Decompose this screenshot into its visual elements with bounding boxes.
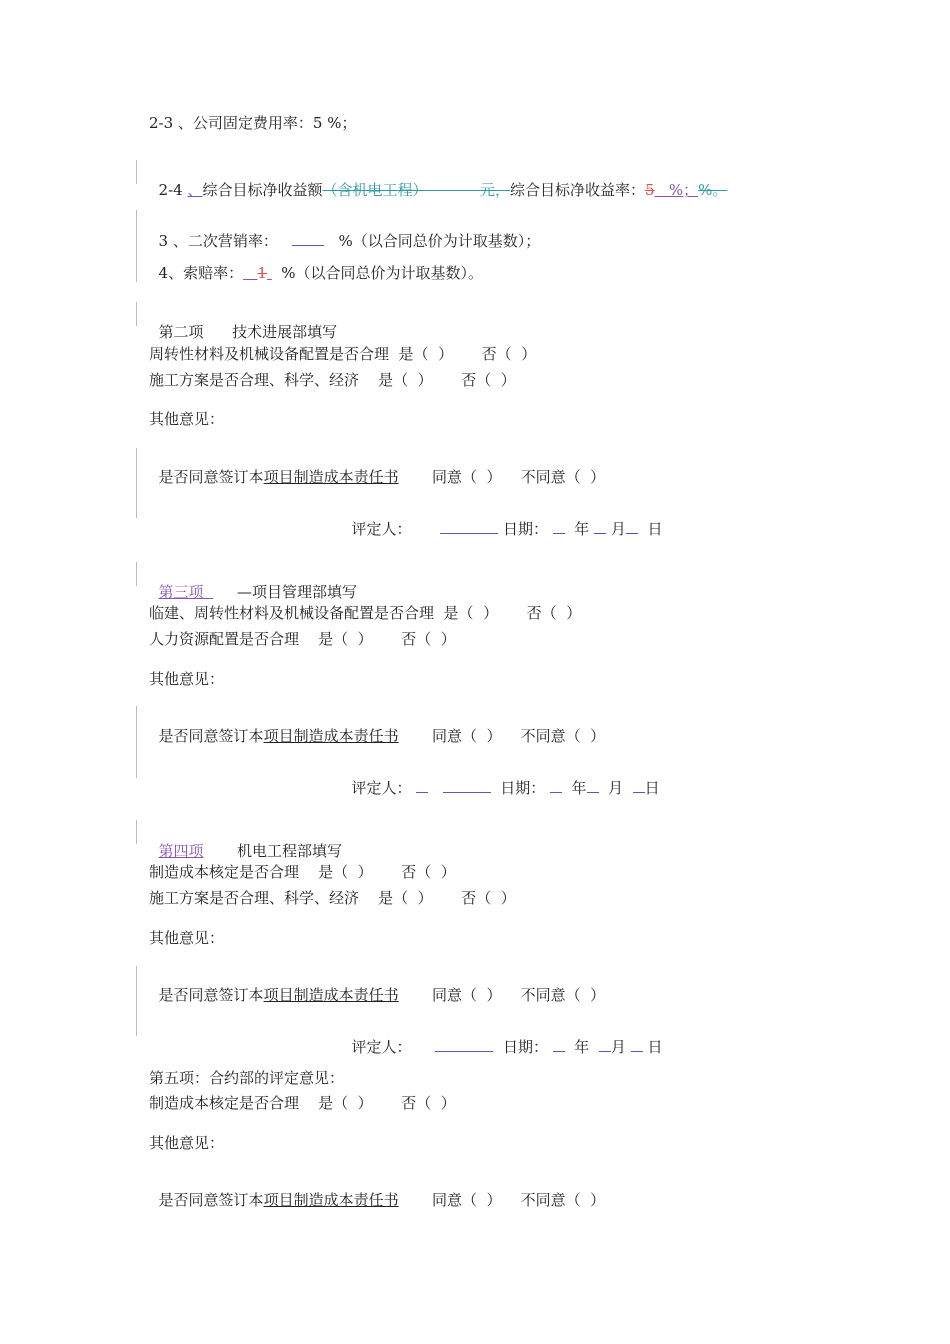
- change-bar: [136, 562, 137, 586]
- agree-line: [149, 450, 605, 486]
- agree-prefix: 是否同意签订本: [158, 1191, 264, 1209]
- question-2: 人力资源配置是否合理 是（ ） 否（ ）: [149, 630, 456, 648]
- day-label: 日: [647, 520, 663, 538]
- section-title: 第二项: [158, 323, 204, 341]
- year-label: 年: [574, 520, 590, 538]
- other-opinions: 其他意见：: [149, 410, 225, 428]
- net-income-rate-label: 综合目标净收益率：: [510, 181, 646, 199]
- date-blank[interactable]: [587, 778, 599, 793]
- agree-options: 同意（ ） 不同意（ ）: [431, 986, 606, 1004]
- rater-line: [342, 760, 660, 797]
- other-opinions: 其他意见：: [149, 1134, 225, 1152]
- question-1: 临建、周转性材料及机械设备配置是否合理 是（ ） 否（ ）: [149, 604, 582, 622]
- deleted-text: （含机电工程）: [322, 181, 428, 199]
- deleted-percent: %。: [698, 181, 728, 199]
- agree-prefix: 是否同意签订本: [158, 986, 264, 1004]
- section-dept: 机电工程部填写: [236, 842, 342, 860]
- deleted-value: 1: [257, 264, 267, 282]
- date-blank[interactable]: [626, 519, 638, 534]
- section-title: 第四项: [158, 842, 204, 860]
- agree-line: [149, 1173, 605, 1209]
- question-1: 周转性材料及机械设备配置是否合理 是（ ） 否（ ）: [149, 345, 537, 363]
- other-opinions: 其他意见：: [149, 929, 225, 947]
- deleted-yuan: 元，: [479, 181, 510, 199]
- agree-prefix: 是否同意签订本: [158, 468, 264, 486]
- change-bar: [136, 302, 137, 326]
- responsibility-doc-link[interactable]: 项目制造成本责任书: [263, 986, 399, 1004]
- deleted-value: 5: [645, 181, 655, 199]
- year-label: 年: [571, 779, 587, 797]
- rater-field[interactable]: [443, 778, 491, 793]
- rater-field[interactable]: [435, 1037, 493, 1052]
- rater-line: [342, 1019, 662, 1056]
- rater-label: 评定人：: [351, 520, 412, 538]
- claim-rate-label: 4、索赔率：: [158, 264, 244, 282]
- question-2: 施工方案是否合理、科学、经济 是（ ） 否（ ）: [149, 889, 516, 907]
- section-title: 第三项: [158, 583, 204, 601]
- change-bar: [136, 160, 137, 184]
- agree-line: [149, 709, 605, 745]
- month-label: 月: [610, 1038, 626, 1056]
- net-income-line: [149, 163, 727, 199]
- responsibility-doc-link[interactable]: 项目制造成本责任书: [263, 1191, 399, 1209]
- net-income-label: 综合目标净收益额: [202, 181, 323, 199]
- date-blank[interactable]: [594, 519, 606, 534]
- date-label: 日期：: [500, 779, 546, 797]
- agree-options: 同意（ ） 不同意（ ）: [431, 1191, 606, 1209]
- responsibility-doc-link[interactable]: 项目制造成本责任书: [263, 727, 399, 745]
- date-blank[interactable]: [553, 519, 565, 534]
- section-dept: —项目管理部填写: [236, 583, 357, 601]
- month-label: 月: [610, 520, 626, 538]
- date-blank[interactable]: [550, 778, 562, 793]
- section-2-heading: [149, 305, 337, 341]
- section-dept: 技术进展部填写: [232, 323, 338, 341]
- question-2: 施工方案是否合理、科学、经济 是（ ） 否（ ）: [149, 371, 516, 389]
- secondary-marketing-note: %（以合同总价为计取基数）；: [338, 232, 541, 250]
- agree-options: 同意（ ） 不同意（ ）: [431, 468, 606, 486]
- rater-field[interactable]: [416, 778, 428, 793]
- date-blank[interactable]: [631, 1037, 643, 1052]
- responsibility-doc-link[interactable]: 项目制造成本责任书: [263, 468, 399, 486]
- inserted-blank: [655, 181, 669, 199]
- date-label: 日期：: [502, 1038, 548, 1056]
- agree-options: 同意（ ） 不同意（ ）: [431, 727, 606, 745]
- date-blank[interactable]: [633, 778, 645, 793]
- secondary-marketing-label: 3 、二次营销率：: [158, 232, 278, 250]
- date-blank[interactable]: [553, 1037, 565, 1052]
- change-bar: [136, 966, 137, 1036]
- month-label: 月: [608, 779, 624, 797]
- change-bar: [136, 448, 137, 518]
- change-bar: [136, 706, 137, 778]
- rater-label: 评定人：: [351, 1038, 412, 1056]
- claim-rate-note: %（以合同总价为计取基数）。: [281, 264, 484, 282]
- day-label: 日: [647, 1038, 663, 1056]
- agree-line: [149, 968, 605, 1004]
- question-1: 制造成本核定是否合理 是（ ） 否（ ）: [149, 863, 456, 881]
- section-4-heading: [149, 824, 342, 860]
- section-3-heading: [149, 565, 357, 601]
- agree-prefix: 是否同意签订本: [158, 727, 264, 745]
- deleted-gap: [428, 181, 480, 199]
- date-label: 日期：: [502, 520, 548, 538]
- item-number: 2-4: [158, 181, 188, 199]
- secondary-marketing-line: [149, 213, 540, 250]
- blank-field: [292, 231, 324, 246]
- inserted-percent: %；: [668, 181, 699, 199]
- claim-rate-line: [149, 246, 483, 282]
- inserted-blank: [243, 264, 257, 282]
- rater-field[interactable]: [440, 519, 498, 534]
- rater-line: [342, 501, 662, 538]
- other-opinions: 其他意见：: [149, 670, 225, 688]
- rater-label: 评定人：: [351, 779, 412, 797]
- fixed-cost-rate-line: 2-3 、公司固定费用率：5 %；: [149, 114, 357, 132]
- inserted-comma: 、: [187, 181, 203, 199]
- change-bar: [136, 210, 137, 282]
- section-5-heading: 第五项：合约部的评定意见：: [149, 1069, 345, 1087]
- year-label: 年: [574, 1038, 590, 1056]
- change-bar: [136, 820, 137, 844]
- day-label: 日: [644, 779, 660, 797]
- question-1: 制造成本核定是否合理 是（ ） 否（ ）: [149, 1094, 456, 1112]
- date-blank[interactable]: [599, 1037, 611, 1052]
